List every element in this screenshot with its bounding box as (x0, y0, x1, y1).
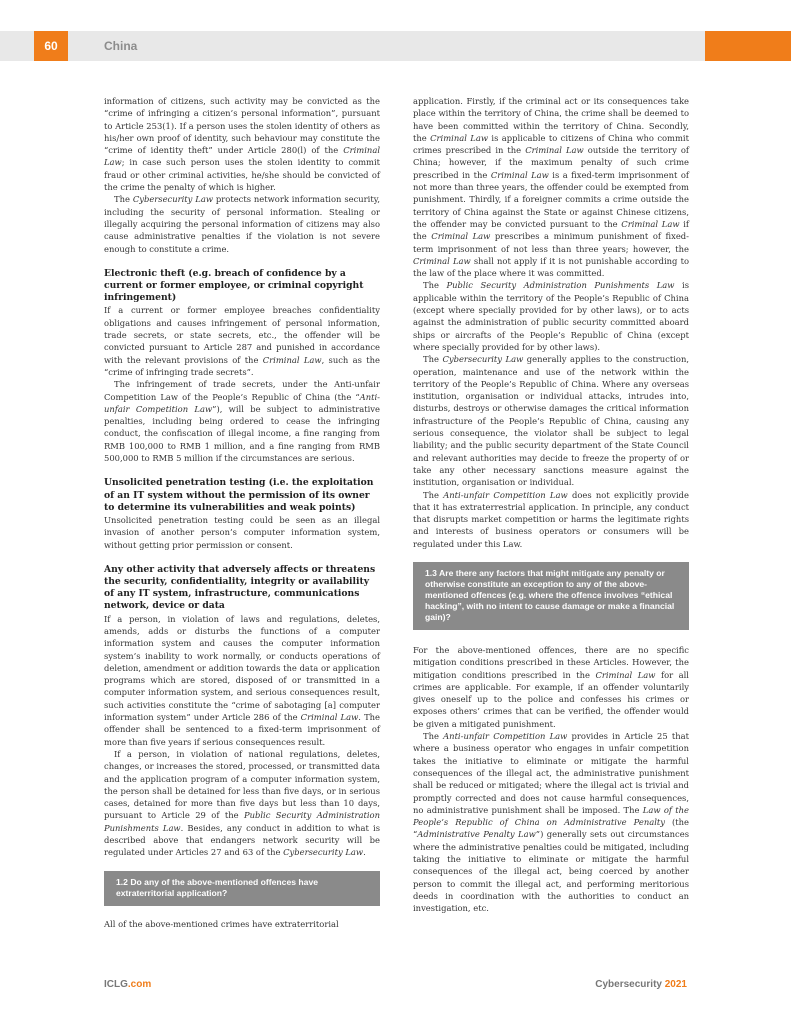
paragraph: information of citizens, such activity may be convicted as the “crime of infringing a citizen’s personal information”, pursuant to Article 253(1). If a person uses the stolen identity of others as his/her own proof of identity, such behaviour may constitute the “crime of identity theft” under Article 280(l) of the Criminal Law; in case such person uses the stolen identity to commit fraud or other criminal activities, he/she should be convicted of the crime the penalty of which is higher. (104, 96, 380, 193)
paragraph: If a person, in violation of national regulations, deletes, changes, or increases the stored, processed, or transmitted data and the application program of a computer information system, the person shall be detained for less than five days, or in serious cases, detained for more than five days but less than 10 days, pursuant to Article 29 of the Public Security Administration Punishments Law. Besides, any conduct in addition to what is described above that endangers network security will be regulated under Articles 27 and 63 of the Cybersecurity Law. (104, 748, 380, 858)
left-column (104, 95, 380, 930)
paragraph: application. Firstly, if the criminal act or its consequences take place within the territory of China, the crime shall be deemed to have been committed within the territory of China. Secondly, the Criminal Law is applicable to citizens of China who commit crimes prescribed in the Criminal Law outside the territory of China; however, if the maximum penalty of such crime prescribed in the Criminal Law is a fixed-term imprisonment of not more than three years, the offender could be exempted from punishment. Thirdly, if a foreigner commits a crime outside the territory of China against the State or against Chinese citizens, the offender may be convicted pursuant to the Criminal Law if the Criminal Law prescribes a minimum punishment of fixed-term imprisonment of not less than three years; however, the Criminal Law shall not apply if it is not punishable according to the law of the place where it was committed. (413, 96, 689, 279)
paragraph: The Public Security Administration Punishments Law is applicable within the territory of the People’s Republic of China (except where specially provided for by other laws), or to acts against the administration of public security committed aboard ships or aircrafts of the People’s Republic of China (except where specially provided for by other laws). (413, 280, 689, 352)
paragraph: If a person, in violation of laws and regulations, deletes, amends, adds or disturbs the functions of a computer information system and causes the computer information system’s inability to work normally, or conducts operations of deletion, amendment or addition towards the data or application programs which are stored, disposed of or transmitted in a computer information system, and serious consequences result, such activities constitute the “crime of sabotaging [a] computer information system” under Article 286 of the Criminal Law. The offender shall be sentenced to a fixed-term imprisonment of more than five years if serious consequences result. (104, 613, 381, 747)
footer-publication: Cybersecurity 2021 (595, 979, 687, 990)
section-heading: Electronic theft (e.g. breach of confidence by a current or former employee, or criminal copyright infringement) (104, 267, 364, 304)
section-heading: Any other activity that adversely affects or threatens the security, confidentiality, integrity or availability of any IT system, infrastructure, communications network, device or data (104, 563, 376, 612)
paragraph: The Cybersecurity Law protects network information security, including the security of personal information. Stealing or illegally acquiring the personal information of citizens may also cause administrative penalties if the violation is not severe enough to constitute a crime. (104, 194, 380, 254)
footer-site-link[interactable]: ICLG.com (104, 979, 152, 990)
paragraph: For the above-mentioned offences, there are no specific mitigation conditions prescribed in these Articles. However, the mitigation conditions prescribed in the Criminal Law for all crimes are applicable. For example, if an offender voluntarily gives oneself up to the police and confesses his crimes or exposes others’ crimes that can be verified, the offender would be given a mitigated punishment. (413, 644, 689, 729)
section-heading: Unsolicited penetration testing (i.e. the exploitation of an IT system without the permission of its owner to determine its vulnerabilities and weak points) (104, 477, 374, 513)
paragraph: The Anti-unfair Competition Law does not explicitly provide that it has extraterrestrial application. In principle, any conduct that disrupts market competition or harms the legitimate rights and interests of business operators or consumers will be regulated under this Law. (413, 489, 689, 549)
question-box-1-2: 1.2 Do any of the above-mentioned offences have extraterritorial application? (104, 871, 380, 906)
question-box-1-3: 1.3 Are there any factors that might mitigate any penalty or otherwise constitute an exception to any of the above-mentioned offences (e.g. where the offence involves “ethical hacking”, with no intent to cause damage or make a financial gain)? (413, 562, 689, 630)
paragraph: Unsolicited penetration testing could be seen as an illegal invasion of another person’s computer information system, without getting prior permission or consent. (104, 514, 380, 550)
header-accent-block (705, 31, 791, 61)
page-number: 60 (34, 31, 68, 61)
paragraph: The Anti-unfair Competition Law provides in Article 25 that where a business operator who engages in unfair competition takes the initiative to eliminate or mitigate the harmful consequences of the illegal act, the administrative punishment shall be reduced or mitigated; where the illegal act is trivial and promptly corrected and does not cause harmful consequences, no administrative punishment shall be imposed. The Law of the People’s Republic of China on Administrative Penalty (the “Administrative Penalty Law”) generally sets out circumstances where the administrative penalties could be mitigated, including taking the initiative to eliminate or mitigate the harmful consequences of the illegal act, being coerced by another person to commit the illegal act, and performing meritorious deeds in coordination with the authorities to conduct an investigation, etc. (413, 731, 689, 914)
paragraph: The infringement of trade secrets, under the Anti-unfair Competition Law of the People’s Republic of China (the “Anti-unfair Competition Law”), will be subject to administrative penalties, including being ordered to cease the infringing conduct, the confiscation of illegal income, a fine ranging from RMB 100,000 to RMB 1 million, and a fine ranging from RMB 500,000 to RMB 5 million if the circumstances are serious. (104, 379, 380, 464)
paragraph: If a current or former employee breaches confidentiality obligations and causes infringement of personal information, trade secrets, or state secrets, etc., the offender will be convicted pursuant to Article 287 and punished in accordance with the relevant provisions of the Criminal Law, such as the “crime of infringing trade secrets”. (104, 305, 380, 377)
right-column (413, 95, 689, 915)
paragraph: The Cybersecurity Law generally applies to the construction, operation, maintenance and use of the network within the territory of the People’s Republic of China. Where any overseas institution, organisation or individual attacks, intrudes into, disturbs, destroys or otherwise damages the critical information infrastructure of the People’s Republic of China, causing any serious consequence, the violator shall be subject to legal liability; and the public security department of the State Council and relevant authorities may decide to freeze the property of or take any other necessary sanctions measure against the institution, organisation or individual. (413, 354, 689, 488)
chapter-title: China (104, 39, 138, 53)
paragraph: All of the above-mentioned crimes have extraterritorial (104, 918, 339, 929)
